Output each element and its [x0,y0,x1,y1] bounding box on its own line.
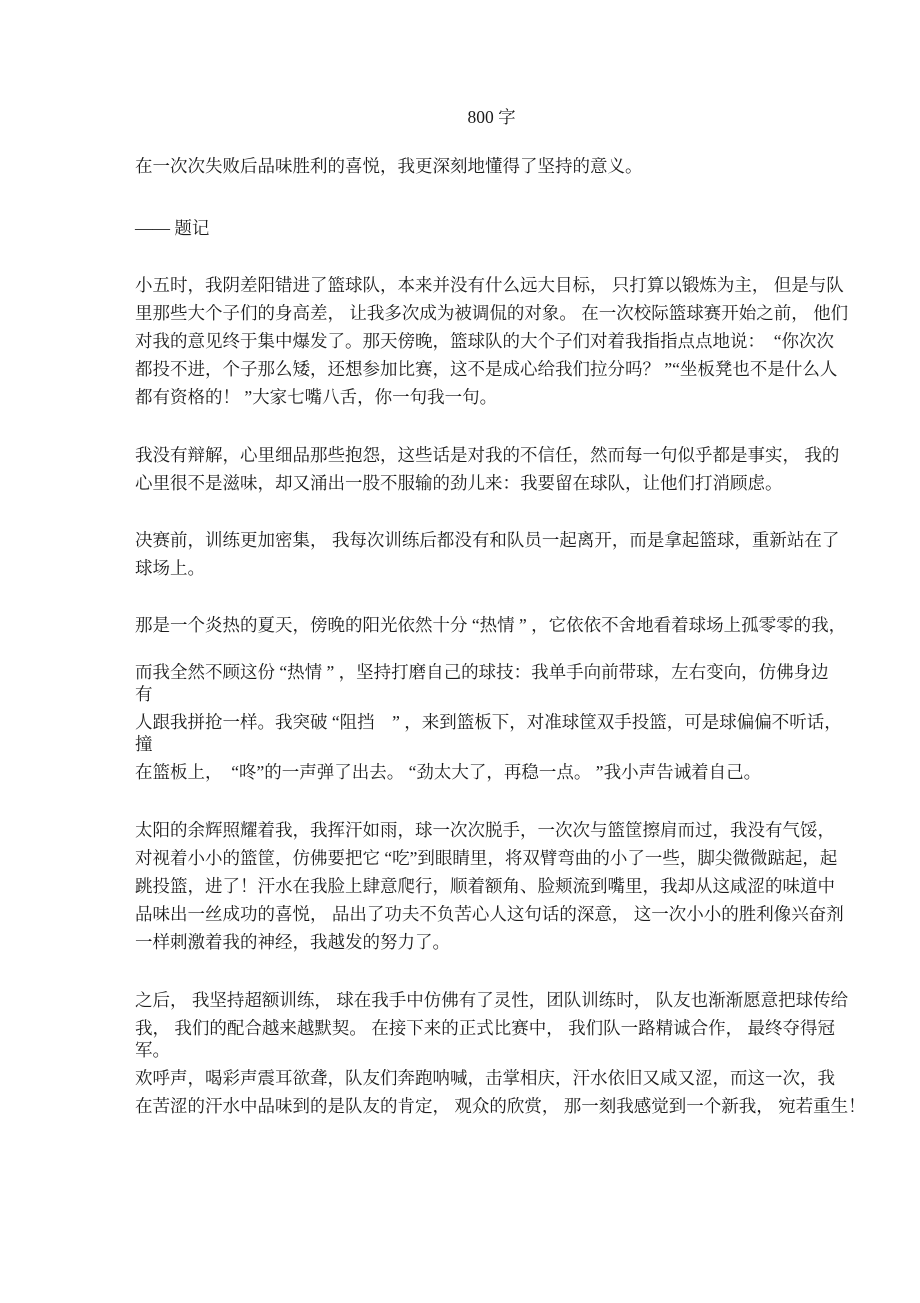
text-line: 小五时，我阴差阳错进了篮球队，本来并没有什么远大目标， 只打算以锻炼为主， 但是与队 [135,275,844,295]
text-line: 跳投篮，进了！汗水在我脸上肆意爬行，顺着额角、脸颊流到嘴里，我却从这咸涩的味道中 [135,876,835,896]
epigraph-attribution: —— 题记 [135,218,210,238]
text-line: 心里很不是滋味，却又涌出一股不服输的劲儿来：我要留在球队，让他们打消顾虑。 [135,473,783,493]
paragraph-3 [135,526,848,582]
paragraph-2 [135,441,848,497]
text-line: 球场上。 [135,558,205,578]
text-line: 而我全然不顾这份 “热情 ” ，坚持打磨自己的球技：我单手向前带球，左右变向，仿佛身边 [135,662,829,682]
text-line: 我， 我们的配合越来越默契。 在接下来的正式比赛中， 我们队一路精诚合作， 最终夺得冠 [135,1018,835,1038]
text-line: 我没有辩解，心里细品那些抱怨，这些话是对我的不信任，然而每一句似乎都是事实， 我的 [135,445,840,465]
paragraph-1 [135,271,848,411]
text-line: 都有资格的！ ”大家七嘴八舌，你一句我一句。 [135,387,498,407]
text-line: 在苦涩的汗水中品味到的是队友的肯定， 观众的欣赏， 那一刻我感觉到一个新我， 宛若重生！ [135,1096,866,1116]
text-line-wrapped: 撞 [135,734,153,754]
text-line: 那是一个炎热的夏天，傍晚的阳光依然十分 “热情 ” ，它依依不舍地看着球场上孤零零的我， [135,615,847,635]
text-line: 对视着小小的篮筐，仿佛要把它 “吃”到眼睛里，将双臂弯曲的小了一些，脚尖微微踮起，起 [135,848,838,868]
text-line: 人跟我拼抢一样。我突破 “阻挡 ” ，来到篮板下，对准球筐双手投篮，可是球偏偏不听话， [135,712,842,732]
text-line: 之后， 我坚持超额训练， 球在我手中仿佛有了灵性，团队训练时， 队友也渐渐愿意把球传给 [135,990,849,1010]
paragraph-6 [135,816,848,956]
text-line: 决赛前，训练更加密集， 我每次训练后都没有和队员一起离开，而是拿起篮球，重新站在了 [135,530,840,550]
epigraph-line: 在一次次失败后品味胜利的喜悦，我更深刻地懂得了坚持的意义。 [135,156,643,176]
text-line: 一样刺激着我的神经，我越发的努力了。 [135,932,450,952]
page-title: 800 字 [467,107,516,127]
paragraph-5 [135,658,848,786]
text-line: 里那些大个子们的身高差， 让我多次成为被调侃的对象。 在一次校际篮球赛开始之前， 他们 [135,303,849,323]
text-line-wrapped: 有 [135,684,153,704]
text-line-wrapped: 军。 [135,1040,170,1060]
text-line: 欢呼声，喝彩声震耳欲聋，队友们奔跑呐喊，击掌相庆，汗水依旧又咸又涩，而这一次，我 [135,1068,835,1088]
document-page [135,103,866,1120]
text-line: 品味出一丝成功的喜悦， 品出了功夫不负苦心人这句话的深意， 这一次小小的胜利像兴奋剂 [135,904,844,924]
text-line: 太阳的余辉照耀着我，我挥汗如雨，球一次次脱手，一次次与篮筐擦肩而过，我没有气馁， [135,820,835,840]
text-line: 都投不进，个子那么矮，还想参加比赛，这不是成心给我们拉分吗？ ”“坐板凳也不是什么人 [135,359,838,379]
paragraph-7 [135,986,866,1120]
text-line: 在篮板上， “咚”的一声弹了出去。 “劲太大了，再稳一点。 ”我小声告诫着自己。 [135,762,762,782]
text-line: 对我的意见终于集中爆发了。那天傍晚，篮球队的大个子们对着我指指点点地说： “你次次 [135,331,835,351]
paragraph-4 [135,611,848,639]
